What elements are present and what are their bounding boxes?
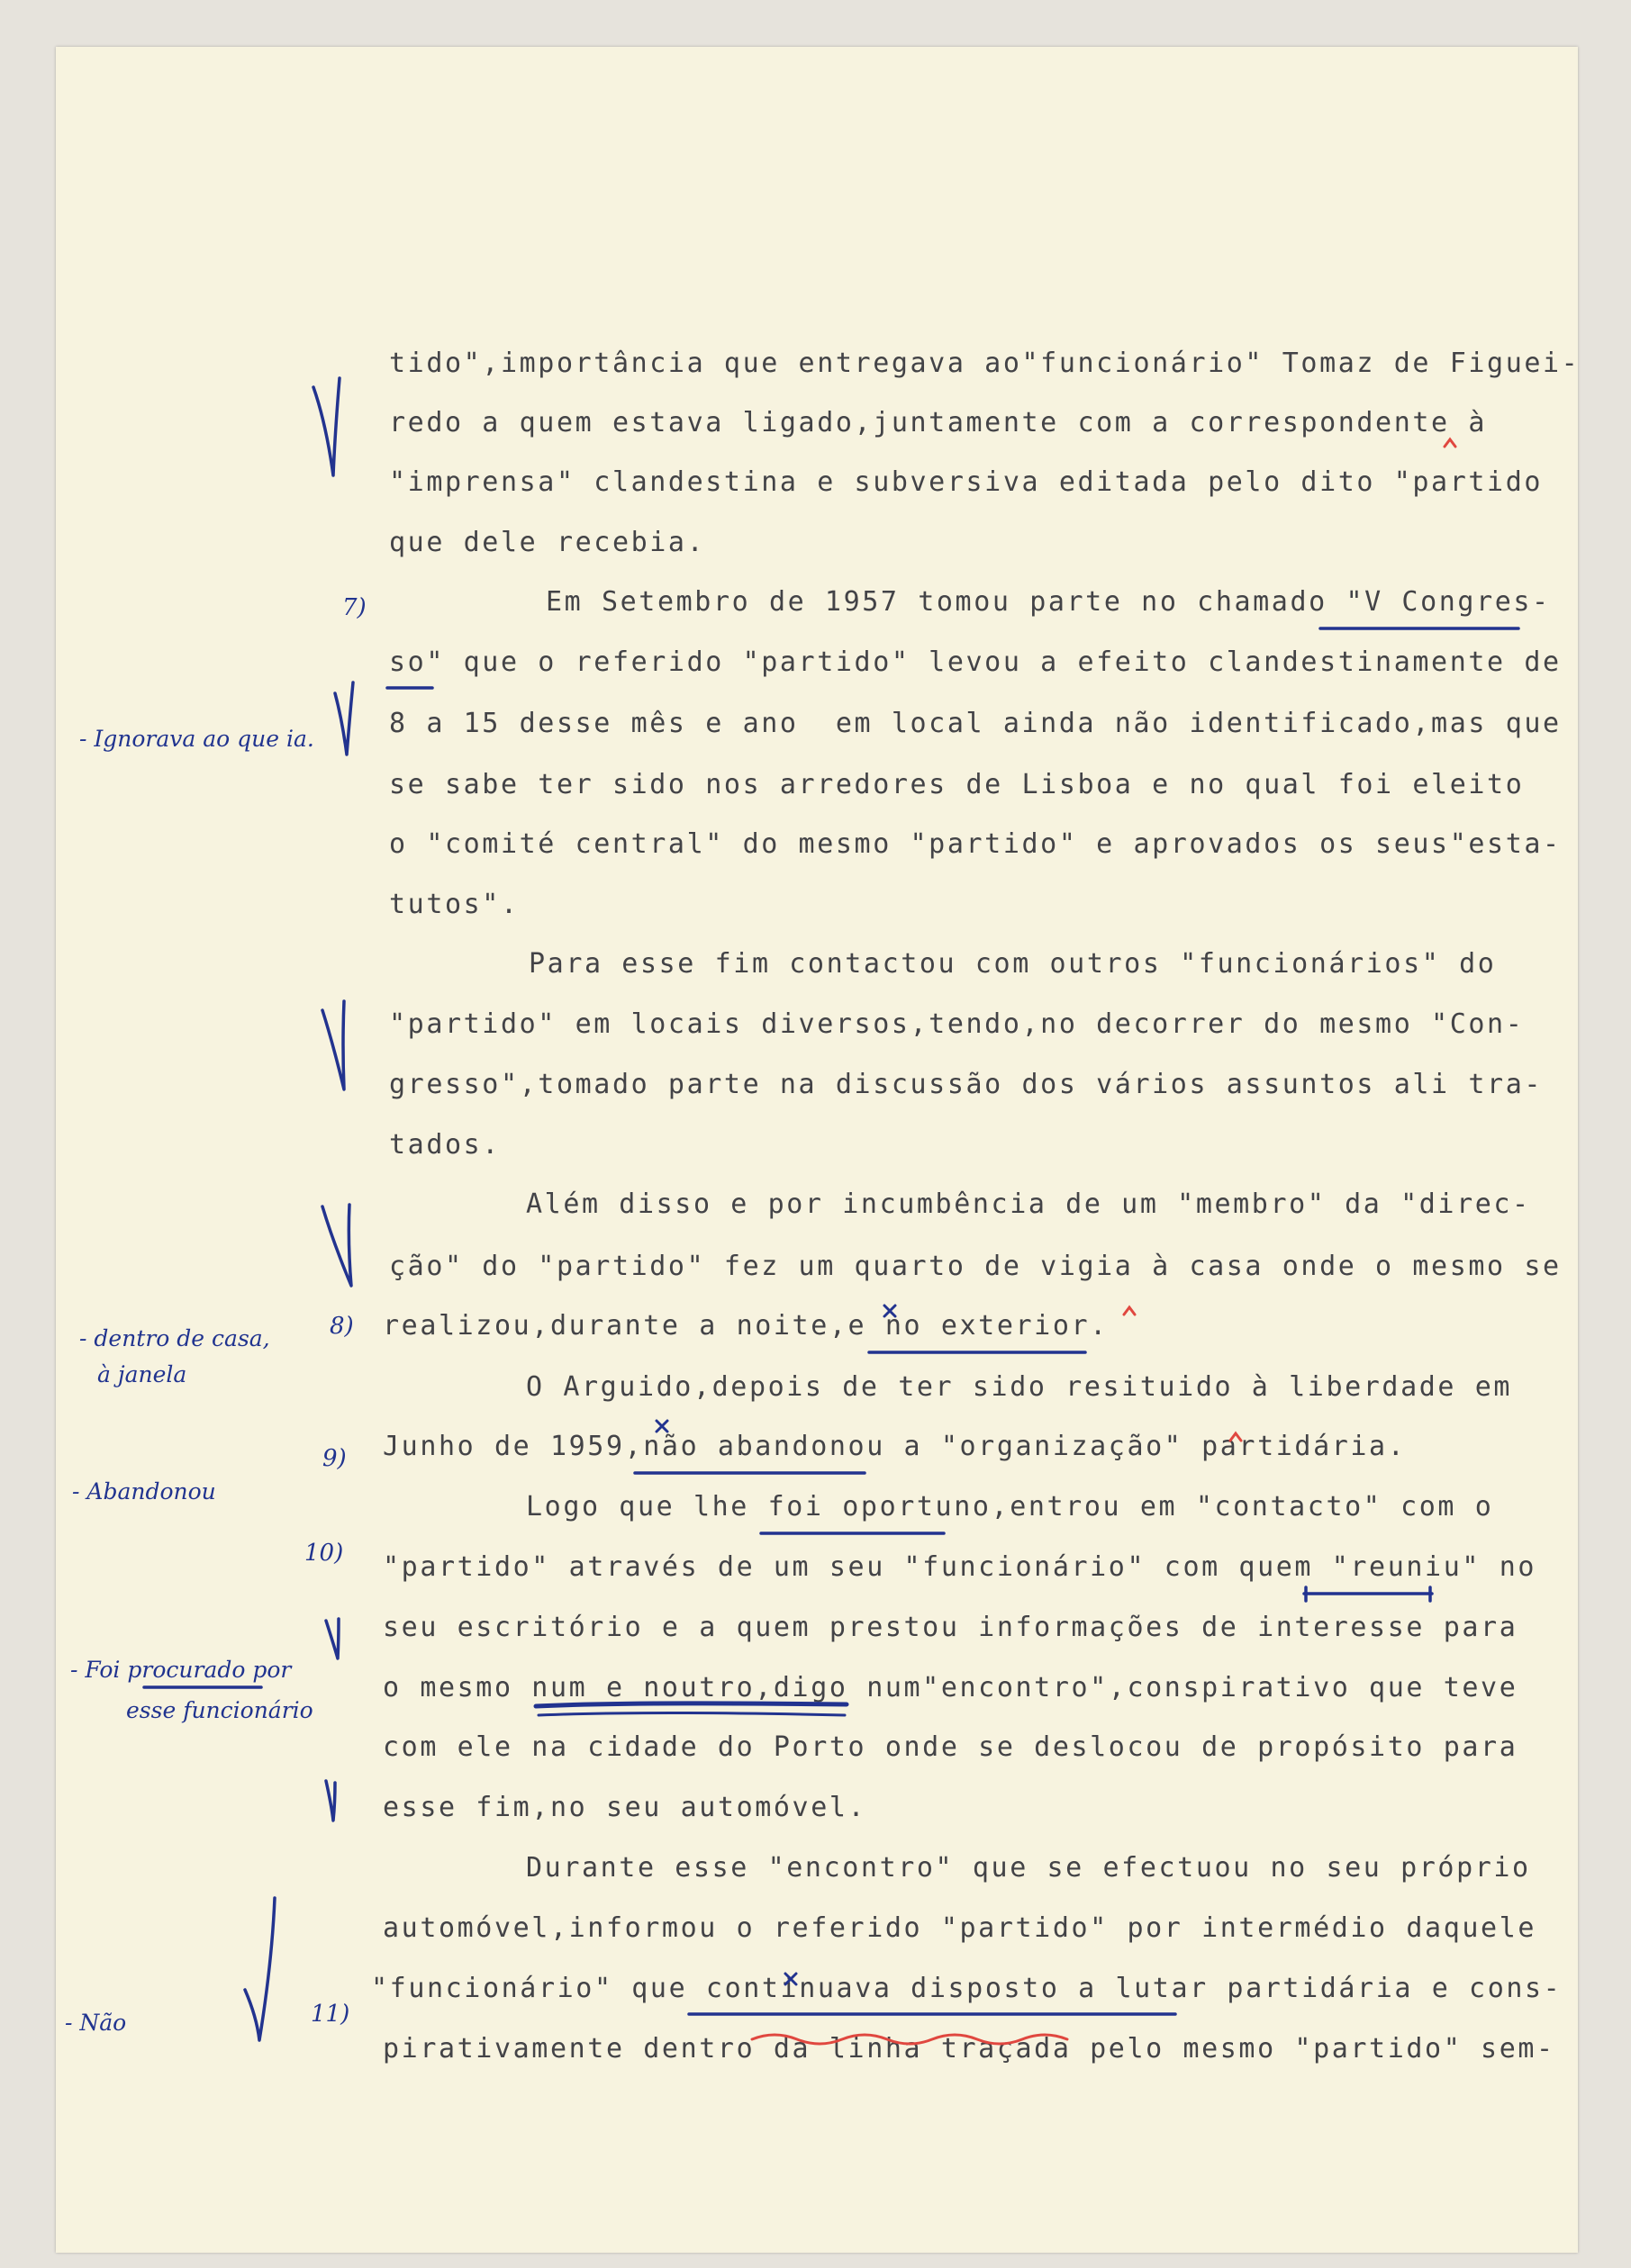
typed-line: Em Setembro de 1957 tomou parte no chamado "V Congres-: [546, 586, 1551, 618]
check-mark-icon: [322, 1001, 344, 1089]
check-mark-icon: [313, 378, 340, 475]
margin-note: à janela: [97, 1361, 187, 1387]
margin-number: 10): [304, 1540, 344, 1567]
typed-line: pirativamente dentro da linha traçada pelo mesmo "partido" sem-: [383, 2033, 1555, 2065]
caret-mark: [1124, 1307, 1135, 1315]
typed-line: Para esse fim contactou com outros "funcionários" do: [529, 948, 1497, 980]
typed-line: o "comité central" do mesmo "partido" e aprovados os seus"esta-: [389, 828, 1562, 860]
typed-line: tados.: [389, 1129, 501, 1161]
margin-number: 7): [342, 594, 367, 621]
typed-line: tido",importância que entregava ao"funcionário" Tomaz de Figuei-: [389, 348, 1581, 379]
strike-through-mark: [536, 1703, 847, 1706]
strike-through-mark: [539, 1713, 845, 1716]
margin-number: 11): [311, 2001, 350, 2028]
typed-line: "funcionário" que continuava disposto a lutar partidária e cons-: [371, 1973, 1563, 2004]
typed-line: automóvel,informou o referido "partido" por intermédio daquele: [383, 1912, 1537, 1944]
margin-note: - Não: [65, 2010, 127, 2036]
typed-line: tutos".: [389, 889, 520, 920]
margin-note: - Abandonou: [72, 1478, 216, 1504]
typed-line: redo a quem estava ligado,juntamente com a correspondente à: [389, 407, 1488, 438]
typed-line: "imprensa" clandestina e subversiva editada pelo dito "partido: [389, 466, 1544, 498]
wavy-underline-mark: [752, 2035, 1067, 2044]
typed-line: so" que o referido "partido" levou a efeito clandestinamente de: [389, 646, 1562, 678]
typed-line: que dele recebia.: [389, 527, 706, 558]
margin-note: - Ignorava ao que ia.: [79, 726, 314, 752]
typed-line: Durante esse "encontro" que se efectuou no seu próprio: [526, 1852, 1531, 1884]
typed-line: se sabe ter sido nos arredores de Lisboa e no qual foi eleito: [389, 769, 1525, 800]
check-mark-icon: [335, 682, 353, 754]
typed-line: "partido" através de um seu "funcionário" com quem "reuniu" no: [383, 1551, 1537, 1583]
check-mark-icon: [245, 1898, 275, 2040]
typed-line: "partido" em locais diversos,tendo,no decorrer do mesmo "Con-: [389, 1008, 1525, 1040]
typed-line: O Arguido,depois de ter sido resituido à liberdade em: [526, 1371, 1513, 1403]
x-mark-icon: [884, 1306, 895, 1316]
typed-line: seu escritório e a quem prestou informações de interesse para: [383, 1612, 1518, 1643]
margin-note: - dentro de casa,: [79, 1325, 270, 1351]
check-mark-icon: [326, 1781, 335, 1821]
margin-number: 9): [322, 1445, 347, 1472]
typed-line: o mesmo num e noutro,digo num"encontro",conspirativo que teve: [383, 1672, 1518, 1703]
typed-line: Além disso e por incumbência de um "membro" da "direc-: [526, 1188, 1531, 1220]
typed-line: Logo que lhe foi oportuno,entrou em "contacto" com o: [526, 1491, 1494, 1523]
typed-line: gresso",tomado parte na discussão dos vários assuntos ali tra-: [389, 1069, 1544, 1100]
typed-line: 8 a 15 desse mês e ano em local ainda não identificado,mas que: [389, 708, 1562, 739]
caret-mark: [1445, 439, 1455, 447]
typed-line: esse fim,no seu automóvel.: [383, 1792, 867, 1823]
margin-note: esse funcionário: [126, 1697, 313, 1723]
typed-line: Junho de 1959,não abandonou a "organização" partidária.: [383, 1431, 1407, 1462]
caret-mark: [1230, 1433, 1241, 1441]
typed-line: ção" do "partido" fez um quarto de vigia à casa onde o mesmo se: [389, 1251, 1562, 1282]
x-mark-icon: [657, 1421, 667, 1432]
x-mark-icon: [785, 1974, 796, 1984]
check-mark-icon: [322, 1205, 351, 1286]
check-mark-icon: [326, 1619, 339, 1658]
margin-note: - Foi procurado por: [70, 1657, 292, 1683]
typed-line: realizou,durante a noite,e no exterior.: [383, 1310, 1109, 1342]
typed-line: com ele na cidade do Porto onde se deslocou de propósito para: [383, 1731, 1518, 1763]
margin-number: 8): [330, 1313, 354, 1340]
